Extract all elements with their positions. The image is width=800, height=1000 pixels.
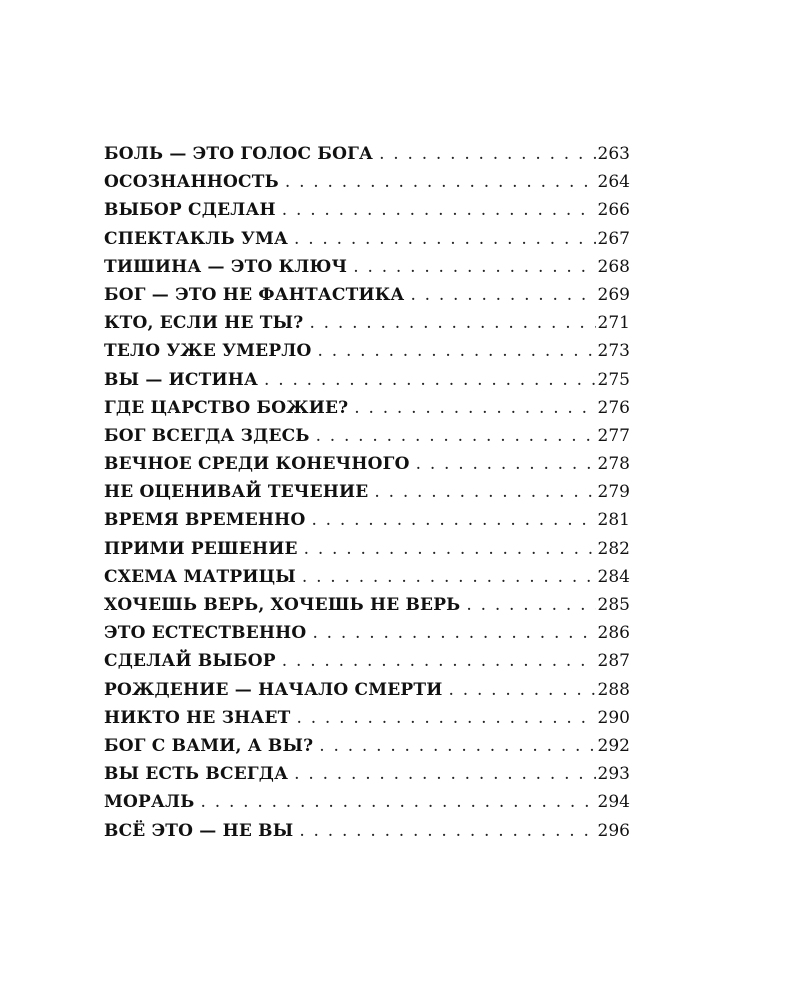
toc-entry (104, 253, 630, 281)
toc-entry-page: 271 (597, 313, 630, 334)
toc-entry (104, 760, 630, 788)
toc-entry-page: 290 (597, 707, 630, 728)
toc-entry-page: 285 (597, 595, 630, 615)
dot-leader (318, 337, 596, 365)
toc-entry (104, 422, 630, 450)
toc-entry-title: РОЖДЕНИЕ — НАЧАЛО СМЕРТИ (104, 679, 443, 700)
toc-entry-page: 267 (597, 228, 630, 249)
dot-leader (316, 422, 596, 450)
toc-entry (104, 704, 630, 732)
toc-entry-page: 275 (597, 369, 630, 390)
toc-entry-title: ГДЕ ЦАРСТВО БОЖИЕ? (104, 397, 349, 418)
toc-entry-title: ВРЕМЯ ВРЕМЕННО (104, 510, 306, 531)
toc-entry-page: 263 (597, 144, 630, 164)
toc-entry-page: 282 (597, 538, 630, 559)
toc-entry-page: 293 (597, 764, 630, 785)
toc-entry (104, 535, 630, 563)
dot-leader (304, 535, 596, 563)
toc-entry-page: 277 (597, 425, 630, 446)
toc-entry-page: 268 (597, 256, 630, 277)
toc-entry-title: СХЕМА МАТРИЦЫ (104, 566, 296, 587)
toc-entry-page: 296 (597, 820, 630, 841)
dot-leader (374, 478, 595, 506)
toc-entry-title: БОЛЬ — ЭТО ГОЛОС БОГА (104, 144, 374, 164)
toc-entry-title: БОГ — ЭТО НЕ ФАНТАСТИКА (104, 284, 405, 305)
toc-entry (104, 337, 630, 365)
dot-leader (449, 676, 596, 704)
dot-leader (282, 196, 596, 224)
toc-entry-title: МОРАЛЬ (104, 792, 195, 813)
toc-entry-page: 269 (597, 284, 630, 305)
dot-leader (296, 704, 595, 732)
dot-leader (354, 394, 595, 422)
toc-entry-title: ТИШИНА — ЭТО КЛЮЧ (104, 256, 348, 277)
dot-leader (201, 788, 596, 816)
dot-leader (311, 506, 595, 534)
toc-entry (104, 676, 630, 704)
table-of-contents (104, 140, 630, 845)
toc-entry (104, 281, 630, 309)
toc-entry (104, 309, 630, 337)
toc-entry-title: ВЫ ЕСТЬ ВСЕГДА (104, 764, 289, 785)
toc-entry (104, 478, 630, 506)
dot-leader (282, 647, 596, 675)
toc-entry (104, 647, 630, 675)
toc-entry-page: 281 (597, 510, 630, 531)
toc-entry-page: 276 (597, 397, 630, 418)
toc-entry-title: ТЕЛО УЖЕ УМЕРЛО (104, 341, 312, 362)
toc-entry (104, 591, 630, 619)
toc-entry-title: НИКТО НЕ ЗНАЕТ (104, 707, 291, 728)
toc-entry-page: 287 (597, 651, 630, 672)
dot-leader (410, 281, 595, 309)
toc-entry-title: ВЫ — ИСТИНА (104, 369, 259, 390)
dot-leader (309, 309, 595, 337)
toc-entry-page: 264 (597, 172, 630, 193)
toc-entry-page: 273 (597, 341, 630, 362)
toc-entry-title: ВЫБОР СДЕЛАН (104, 200, 276, 221)
toc-entry (104, 563, 630, 591)
toc-entry-title: ОСОЗНАННОСТЬ (104, 172, 279, 193)
dot-leader (264, 366, 596, 394)
toc-entry-title: СПЕКТАКЛЬ УМА (104, 228, 289, 249)
toc-entry-page: 292 (597, 735, 630, 756)
toc-entry (104, 140, 630, 168)
dot-leader (416, 450, 596, 478)
toc-entry (104, 168, 630, 196)
toc-entry-title: СДЕЛАЙ ВЫБОР (104, 651, 276, 672)
toc-entry-page: 286 (597, 623, 630, 644)
toc-entry (104, 788, 630, 816)
toc-entry-page: 294 (597, 792, 630, 813)
toc-entry (104, 732, 630, 760)
dot-leader (466, 591, 595, 619)
dot-leader (319, 732, 595, 760)
dot-leader (312, 619, 595, 647)
toc-entry-title: БОГ С ВАМИ, А ВЫ? (104, 735, 314, 756)
dot-leader (353, 253, 595, 281)
toc-entry-title: БОГ ВСЕГДА ЗДЕСЬ (104, 425, 310, 446)
dot-leader (294, 760, 595, 788)
toc-entry-title: ВСЁ ЭТО — НЕ ВЫ (104, 820, 294, 841)
toc-entry (104, 196, 630, 224)
toc-entry (104, 225, 630, 253)
dot-leader (379, 140, 595, 168)
toc-entry-title: ВЕЧНОЕ СРЕДИ КОНЕЧНОГО (104, 454, 410, 475)
toc-entry-title: ЭТО ЕСТЕСТВЕННО (104, 623, 307, 644)
dot-leader (302, 563, 596, 591)
toc-entry-page: 284 (597, 566, 630, 587)
dot-leader (299, 817, 595, 845)
toc-entry (104, 506, 630, 534)
toc-entry (104, 394, 630, 422)
dot-leader (294, 225, 596, 253)
toc-entry (104, 817, 630, 845)
toc-entry (104, 366, 630, 394)
toc-entry-title: ХОЧЕШЬ ВЕРЬ, ХОЧЕШЬ НЕ ВЕРЬ (104, 595, 461, 615)
toc-entry-title: НЕ ОЦЕНИВАЙ ТЕЧЕНИЕ (104, 482, 369, 503)
toc-entry-page: 279 (597, 482, 630, 503)
toc-entry (104, 450, 630, 478)
dot-leader (285, 168, 596, 196)
toc-entry-page: 278 (597, 454, 630, 475)
toc-entry-title: ПРИМИ РЕШЕНИЕ (104, 538, 298, 559)
toc-entry-page: 288 (597, 679, 630, 700)
toc-entry (104, 619, 630, 647)
toc-entry-page: 266 (597, 200, 630, 221)
toc-entry-title: КТО, ЕСЛИ НЕ ТЫ? (104, 313, 304, 334)
